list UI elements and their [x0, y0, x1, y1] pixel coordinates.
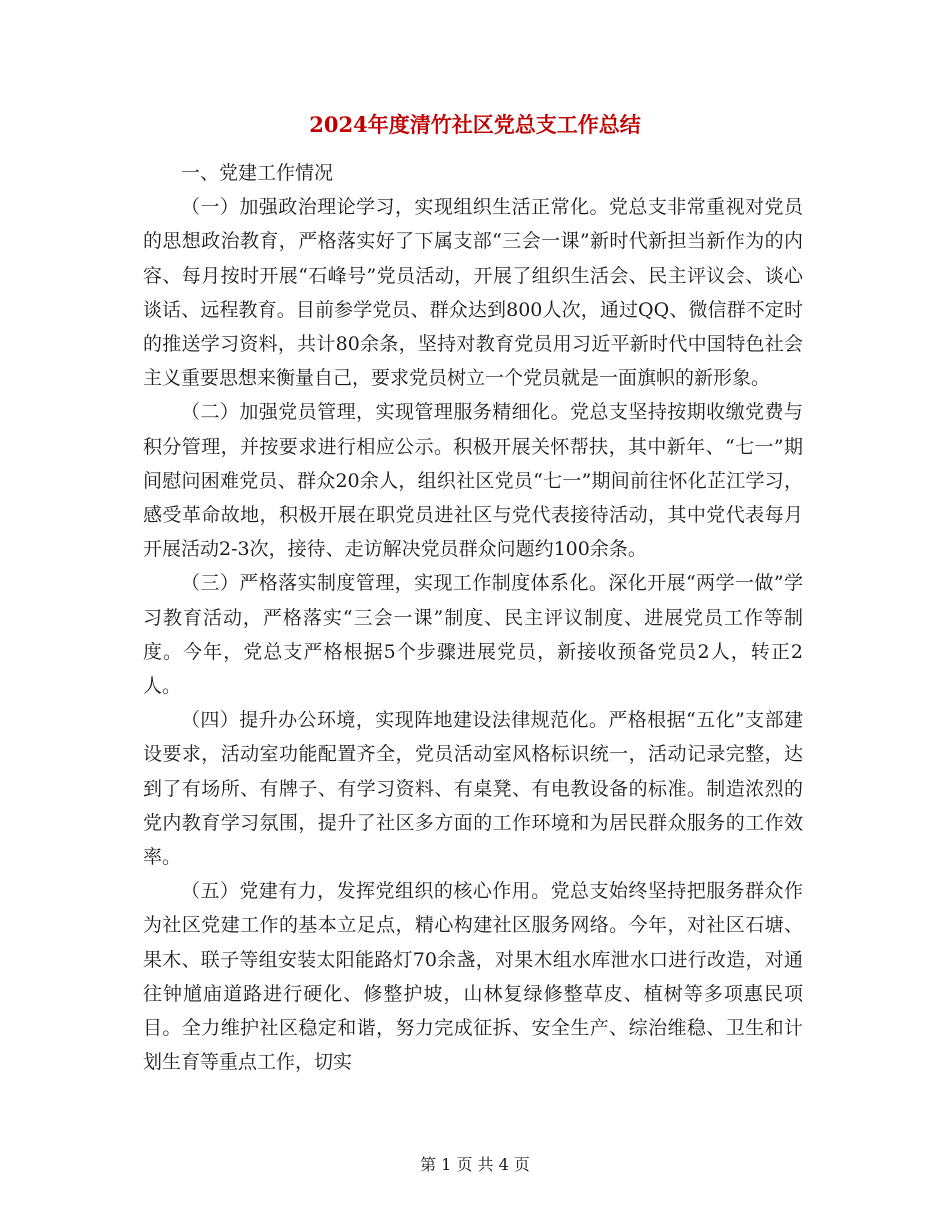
paragraph-3: （三）严格落实制度管理，实现工作制度体系化。深化开展“两学一做”学习教育活动，严格落实“三会一课”制度、民主评议制度、进展党员工作等制度。今年，党总支严格根据5个步骤进展党员，新接收预备党员2人，转正2人。 — [143, 572, 803, 698]
paragraph-1: （一）加强政治理论学习，实现组织生活正常化。党总支非常重视对党员的思想政治教育，严格落实好了下属支部“三会一课”新时代新担当新作为的内容、每月按时开展“石峰号”党员活动，开展了组织生活会、民主评议会、谈心谈话、远程教育。目前参学党员、群众达到800人次，通过QQ、微信群不定时的推送学习资料，共计80余条，坚持对教育党员用习近平新时代中国特色社会主义重要思想来衡量自己，要求党员树立一个党员就是一面旗帜的新形象。 — [143, 196, 803, 390]
document-title: 2024年度清竹社区党总支工作总结 — [309, 112, 641, 137]
page-number-footer: 第 1 页 共 4 页 — [420, 1155, 530, 1174]
section-heading: 一、党建工作情况 — [181, 162, 334, 184]
document-body — [143, 156, 803, 1079]
paragraph-2: （二）加强党员管理，实现管理服务精细化。党总支坚持按期收缴党费与积分管理，并按要求进行相应公示。积极开展关怀帮扶，其中新年、“七一”期间慰问困难党员、群众20余人，组织社区党员“七一”期间前往怀化芷江学习，感受革命故地，积极开展在职党员进社区与党代表接待活动，其中党代表每月开展活动2-3次，接待、走访解决党员群众问题约100余条。 — [143, 401, 803, 561]
paragraph-5: （五）党建有力，发挥党组织的核心作用。党总支始终坚持把服务群众作为社区党建工作的基本立足点，精心构建社区服务网络。今年，对社区石塘、果木、联子等组安装太阳能路灯70余盏，对果木组水库泄水口进行改造，对通往钟馗庙道路进行硬化、修整护坡，山林复绿修整草皮、植树等多项惠民项目。全力维护社区稳定和谐，努力完成征拆、安全生产、综治维稳、卫生和计划生育等重点工作，切实 — [143, 880, 803, 1074]
paragraph-4: （四）提升办公环境，实现阵地建设法律规范化。严格根据“五化”支部建设要求，活动室功能配置齐全，党员活动室风格标识统一，活动记录完整，达到了有场所、有牌子、有学习资料、有桌凳、有电教设备的标准。制造浓烈的党内教育学习氛围，提升了社区多方面的工作环境和为居民群众服务的工作效率。 — [143, 709, 803, 869]
